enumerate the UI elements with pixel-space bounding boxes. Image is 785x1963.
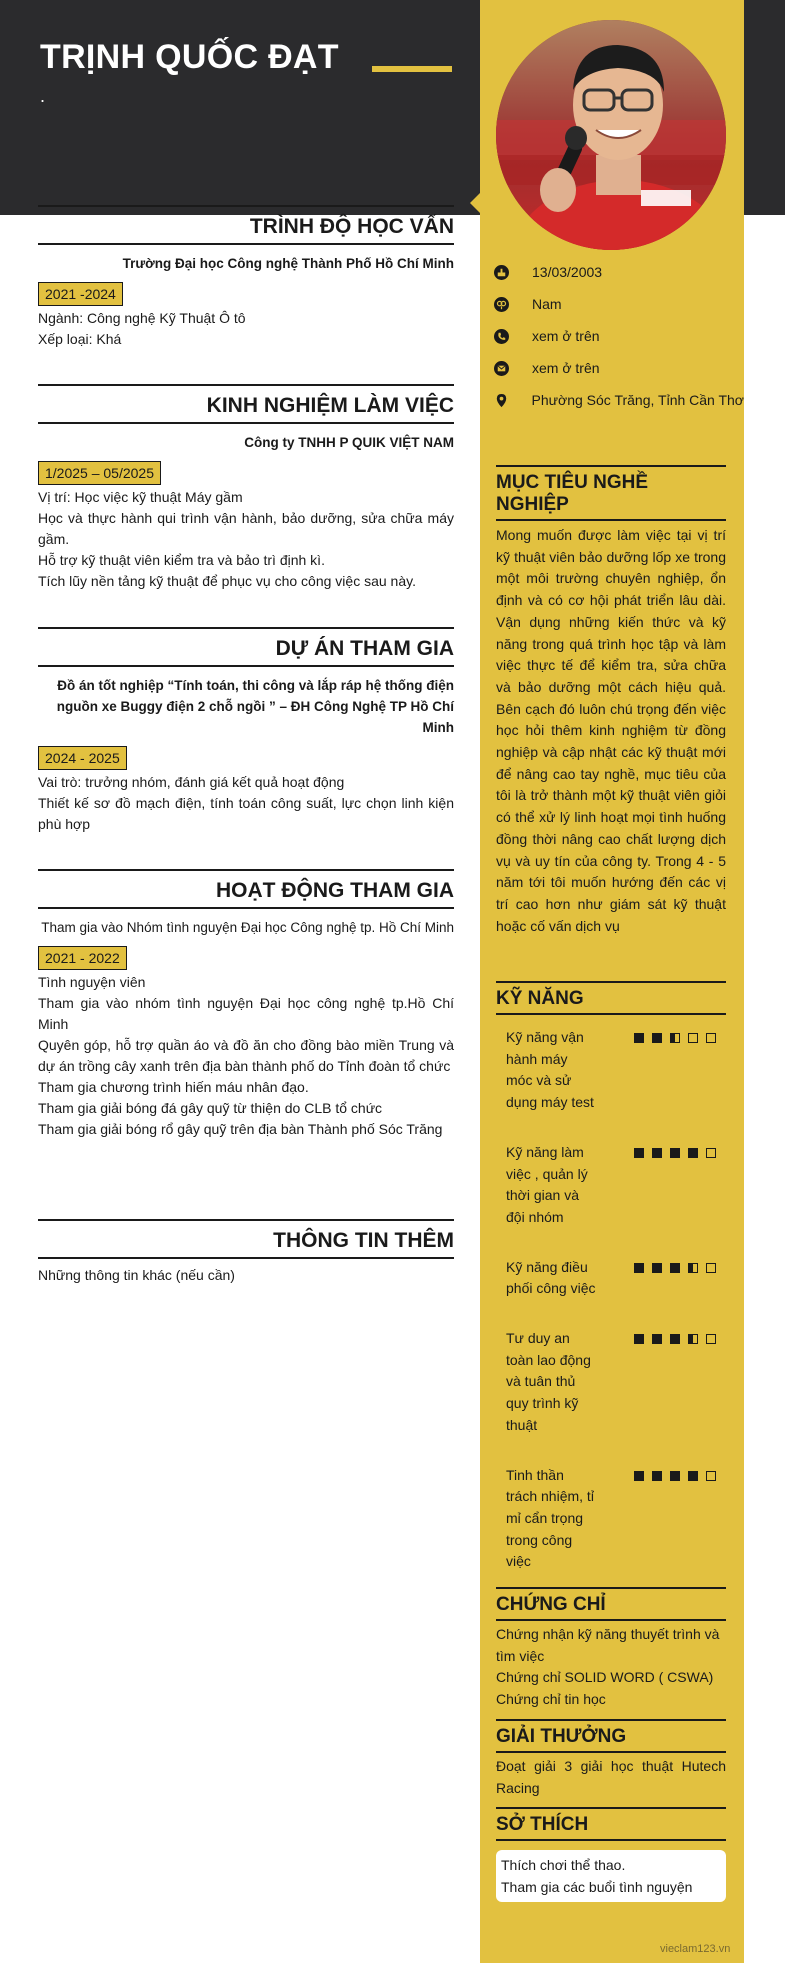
project-title: Đồ án tốt nghiệp “Tính toán, thi công và lắp ráp hệ thống điện nguồn xe Buggy điện 2 chỗ ngồi ” – ĐH Công Nghệ TP Hồ Chí Minh — [56, 678, 454, 735]
skill-level-square — [670, 1334, 680, 1344]
company-name: Công ty TNHH P QUIK VIỆT NAM — [244, 435, 454, 450]
skill-level-square — [706, 1334, 716, 1344]
skill-level-square — [634, 1263, 644, 1273]
detail-line: Tình nguyện viên — [38, 974, 146, 990]
detail-line: Những thông tin khác (nếu cần) — [38, 1267, 235, 1283]
hobby-line: Thích chơi thể thao. — [501, 1857, 626, 1873]
section-heading: GIẢI THƯỞNG — [496, 1719, 726, 1753]
activity-org: Tham gia vào Nhóm tình nguyện Đại học Công nghệ tp. Hồ Chí Minh — [41, 920, 454, 935]
hobby-box — [496, 1850, 726, 1902]
skill-level-square — [634, 1148, 644, 1158]
skill-level-square — [634, 1033, 644, 1043]
hobby-line: Tham gia các buổi tình nguyện — [501, 1879, 693, 1895]
contact-gender — [494, 288, 744, 320]
skills-list — [496, 1027, 726, 1573]
skill-name: Kỹ năng điều phối công việc — [506, 1258, 596, 1297]
skill-level-square — [670, 1148, 680, 1158]
skill-name: Tinh thần trách nhiệm, tỉ mỉ cẩn trọng trong công việc — [506, 1466, 594, 1570]
skill-item — [496, 1465, 726, 1574]
avatar-photo — [496, 20, 726, 250]
contact-phone — [494, 320, 744, 352]
detail-line: Tham gia chương trình hiến máu nhân đạo. — [38, 1079, 309, 1095]
skill-item — [496, 1328, 726, 1437]
skill-rating — [634, 1465, 726, 1574]
watermark: vieclam123.vn — [660, 1943, 731, 1955]
skill-level-square — [652, 1471, 662, 1481]
candidate-subtitle: . — [40, 86, 46, 106]
projects-section — [38, 627, 454, 835]
skill-rating — [634, 1328, 726, 1437]
skill-item — [496, 1142, 726, 1229]
section-heading: HOẠT ĐỘNG THAM GIA — [38, 869, 454, 909]
section-heading: MỤC TIÊU NGHỀ NGHIỆP — [496, 465, 726, 521]
avatar-pointer — [470, 193, 480, 213]
skill-level-square — [670, 1263, 680, 1273]
detail-line: Ngành: Công nghệ Kỹ Thuật Ô tô — [38, 310, 246, 326]
address-value: Phường Sóc Trăng, Tỉnh Cần Thơ — [531, 392, 744, 408]
skill-item — [496, 1027, 726, 1114]
contact-list — [494, 256, 744, 416]
detail-line: Tham gia vào nhóm tình nguyện Đại học công nghệ tp.Hồ Chí Minh — [38, 995, 454, 1032]
contact-email — [494, 352, 744, 384]
gender-value: Nam — [532, 296, 562, 312]
skills-section — [496, 981, 726, 1601]
email-value: xem ở trên — [532, 360, 600, 376]
experience-section — [38, 384, 454, 592]
detail-line: Vai trò: trưởng nhóm, đánh giá kết quả hoạt động — [38, 774, 345, 790]
skill-name: Kỹ năng làm việc , quản lý thời gian và đội nhóm — [506, 1143, 588, 1225]
certificate-line: Chứng chỉ SOLID WORD ( CSWA) — [496, 1669, 714, 1686]
section-heading: DỰ ÁN THAM GIA — [38, 627, 454, 667]
accent-bar — [372, 66, 452, 72]
candidate-name: TRỊNH QUỐC ĐẠT — [40, 38, 339, 76]
section-heading: KINH NGHIỆM LÀM VIỆC — [38, 384, 454, 424]
date-tag: 2021 -2024 — [38, 282, 123, 306]
section-heading: SỞ THÍCH — [496, 1807, 726, 1841]
skill-level-square — [706, 1033, 716, 1043]
extra-section — [38, 1219, 454, 1286]
detail-line: Hỗ trợ kỹ thuật viên kiểm tra và bảo trì định kì. — [38, 552, 325, 568]
detail-line: Học và thực hành qui trình vận hành, bảo dưỡng, sửa chữa máy gầm. — [38, 510, 454, 547]
certificate-line: Chứng chỉ tin học — [496, 1691, 606, 1708]
skill-level-square — [688, 1334, 698, 1344]
detail-line: Xếp loại: Khá — [38, 331, 122, 347]
section-heading: KỸ NĂNG — [496, 981, 726, 1015]
skill-rating — [634, 1257, 726, 1300]
date-tag: 1/2025 – 05/2025 — [38, 461, 161, 485]
awards-section — [496, 1719, 726, 1799]
mail-icon — [494, 361, 532, 376]
skill-level-square — [652, 1148, 662, 1158]
skill-rating — [634, 1027, 726, 1114]
contact-address — [494, 384, 744, 416]
hobbies-section — [496, 1807, 726, 1902]
skill-item — [496, 1257, 726, 1300]
skill-level-square — [706, 1148, 716, 1158]
skill-level-square — [706, 1471, 716, 1481]
skill-level-square — [652, 1033, 662, 1043]
section-heading: TRÌNH ĐỘ HỌC VẤN — [38, 205, 454, 245]
skill-level-square — [652, 1263, 662, 1273]
phone-icon — [494, 329, 532, 344]
skill-level-square — [670, 1471, 680, 1481]
section-heading: THÔNG TIN THÊM — [38, 1219, 454, 1259]
detail-line: Tham gia giải bóng rổ gây quỹ trên địa bàn Thành phố Sóc Trăng — [38, 1121, 443, 1137]
location-icon — [494, 393, 532, 408]
phone-value: xem ở trên — [532, 328, 600, 344]
education-section — [38, 205, 454, 350]
objective-text: Mong muốn được làm việc tại vị trí kỹ thuật viên bảo dưỡng lốp xe trong một môi trường chuyên nghiệp, ổn định và có cơ hội phát triển lâu dài. Vận dụng những kiến thức và kỹ năng trong quá trình học tập và làm việc thực tế để kiểm tra, sửa chữa và bảo dưỡng một cách hiệu quả. Bên cạch đó luôn chú trọng đến việc học hỏi thêm kinh nghiệm từ đồng nghiệp và cập nhật các kỹ thuật mới để nâng cao tay nghề, mục tiêu của tôi là trở thành một kỹ thuật viên giỏi có thể xử lý linh hoạt mọi tình huống đồng thời nâng cao chất lượng dịch vụ và uy tín của công ty. Trong 4 - 5 năm tới tôi muốn hướng đến các vị trí cao hơn như giám sát kỹ thuật hoặc cố vấn dịch vụ — [496, 527, 726, 934]
calendar-icon — [494, 265, 532, 280]
skill-rating — [634, 1142, 726, 1229]
skill-level-square — [688, 1471, 698, 1481]
skill-level-square — [634, 1334, 644, 1344]
avatar — [496, 20, 726, 250]
skill-level-square — [688, 1263, 698, 1273]
detail-line: Tham gia giải bóng đá gây quỹ từ thiện do CLB tổ chức — [38, 1100, 383, 1116]
skill-level-square — [706, 1263, 716, 1273]
detail-line: Quyên góp, hỗ trợ quần áo và đồ ăn cho đồng bào miền Trung và dự án trồng cây xanh trên địa bàn thành phố do Tỉnh đoàn tổ chức — [38, 1037, 454, 1074]
award-text: Đoạt giải 3 giải học thuật Hutech Racing — [496, 1758, 726, 1796]
skill-name: Tư duy an toàn lao động và tuân thủ quy trình kỹ thuật — [506, 1330, 591, 1433]
detail-line: Thiết kế sơ đồ mạch điện, tính toán công suất, lực chọn linh kiện phù hợp — [38, 795, 454, 832]
contact-birthdate — [494, 256, 744, 288]
birthdate-value: 13/03/2003 — [532, 264, 603, 280]
certificate-line: Chứng nhận kỹ năng thuyết trình và tìm việc — [496, 1626, 720, 1664]
objective-section — [496, 465, 726, 937]
date-tag: 2021 - 2022 — [38, 946, 127, 970]
skill-level-square — [634, 1471, 644, 1481]
skill-name: Kỹ năng vận hành máy móc và sử dụng máy test — [506, 1029, 594, 1111]
certificates-section — [496, 1587, 726, 1711]
detail-line: Vị trí: Học việc kỹ thuật Máy gầm — [38, 489, 243, 505]
skill-level-square — [652, 1334, 662, 1344]
school-name: Trường Đại học Công nghệ Thành Phố Hồ Chí Minh — [122, 256, 454, 271]
skill-level-square — [670, 1033, 680, 1043]
page-margin — [744, 215, 785, 1963]
section-heading: CHỨNG CHỈ — [496, 1587, 726, 1621]
date-tag: 2024 - 2025 — [38, 746, 127, 770]
skill-level-square — [688, 1033, 698, 1043]
activities-section — [38, 869, 454, 1140]
skill-level-square — [688, 1148, 698, 1158]
detail-line: Tích lũy nền tảng kỹ thuật để phục vụ cho công việc sau này. — [38, 573, 416, 589]
gender-icon — [494, 297, 532, 312]
